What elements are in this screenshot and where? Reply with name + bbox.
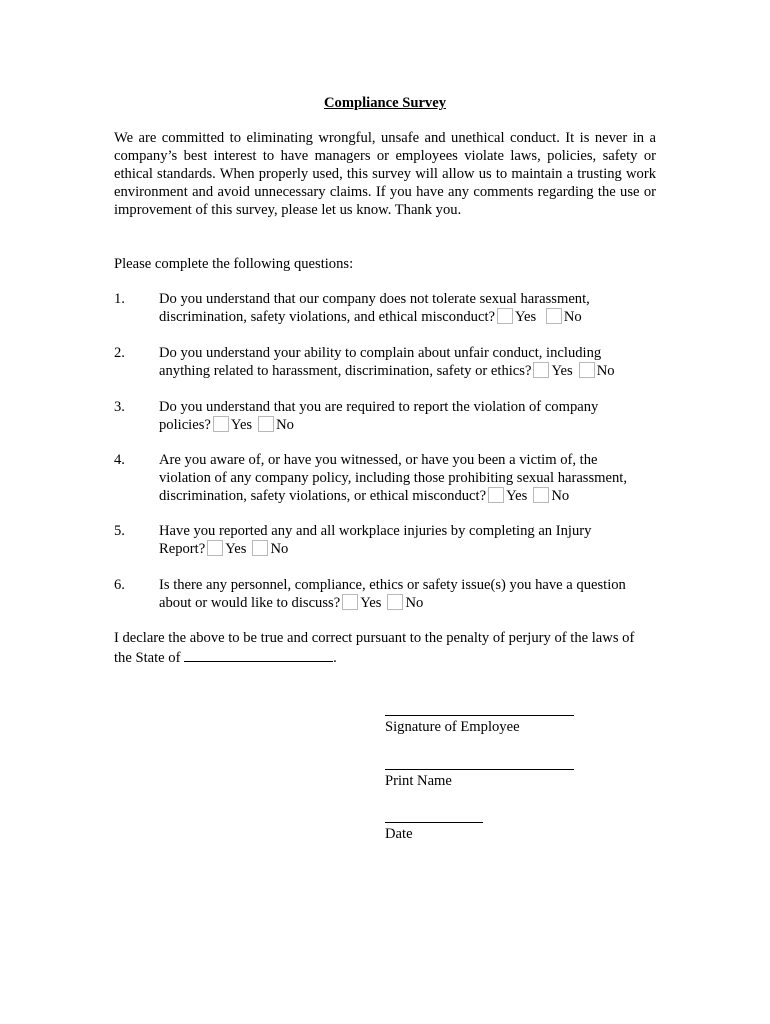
- no-checkbox[interactable]: [387, 594, 403, 610]
- signature-block-date: [385, 822, 483, 843]
- no-label: No: [270, 541, 289, 557]
- question-line: policies?: [159, 417, 211, 433]
- question-line: Report?: [159, 541, 206, 557]
- instructions: Please complete the following questions:: [114, 256, 354, 272]
- yes-checkbox[interactable]: [207, 540, 223, 556]
- no-label: No: [405, 595, 424, 611]
- yes-checkbox[interactable]: [213, 416, 229, 432]
- question-line: Are you aware of, or have you witnessed, or have you been a victim of, the: [159, 452, 598, 468]
- yes-label: Yes: [551, 363, 573, 379]
- question-line: Do you understand that our company does not tolerate sexual harassment,: [159, 291, 590, 307]
- page-title: Compliance Survey: [323, 95, 447, 111]
- no-checkbox[interactable]: [546, 308, 562, 324]
- yes-label: Yes: [225, 541, 247, 557]
- question-text: [159, 451, 669, 505]
- question-line: Do you understand that you are required to report the violation of company: [159, 399, 599, 415]
- yes-checkbox[interactable]: [342, 594, 358, 610]
- question-text: [159, 398, 669, 434]
- yes-checkbox[interactable]: [497, 308, 513, 324]
- signature-block-print-name: [385, 769, 574, 790]
- question-line: discrimination, safety violations, and ethical misconduct?: [159, 309, 495, 325]
- yes-label: Yes: [514, 309, 537, 325]
- question-line: violation of any company policy, including those prohibiting sexual harassment,: [159, 470, 627, 486]
- no-label: No: [596, 363, 615, 379]
- question-number: 5.: [114, 523, 125, 539]
- no-checkbox[interactable]: [252, 540, 268, 556]
- yes-checkbox[interactable]: [488, 487, 504, 503]
- declaration-line: I declare the above to be true and correct pursuant to the penalty of perjury of the laws of: [114, 630, 635, 646]
- signature-block-employee: [385, 715, 574, 736]
- yes-checkbox[interactable]: [533, 362, 549, 378]
- question-line: discrimination, safety violations, or ethical misconduct?: [159, 488, 487, 504]
- question-number: 2.: [114, 345, 125, 361]
- question-text: [159, 290, 669, 326]
- yes-label: Yes: [360, 595, 382, 611]
- no-checkbox[interactable]: [579, 362, 595, 378]
- question-line: Have you reported any and all workplace injuries by completing an Injury: [159, 523, 592, 539]
- no-checkbox[interactable]: [258, 416, 274, 432]
- yes-label: Yes: [506, 488, 528, 504]
- yes-label: Yes: [230, 417, 253, 433]
- print-name-label: Print Name: [385, 773, 452, 789]
- no-label: No: [551, 488, 570, 504]
- question-number: 3.: [114, 399, 125, 415]
- question-line: about or would like to discuss?: [159, 595, 341, 611]
- signature-label: Signature of Employee: [385, 719, 520, 735]
- question-text: [159, 522, 669, 558]
- state-blank[interactable]: [184, 647, 333, 662]
- question-number: 6.: [114, 577, 125, 593]
- question-line: Do you understand your ability to complain about unfair conduct, including: [159, 345, 602, 361]
- print-name-line[interactable]: [385, 769, 574, 770]
- date-line[interactable]: [385, 822, 483, 823]
- question-line: Is there any personnel, compliance, ethics or safety issue(s) you have a question: [159, 577, 626, 593]
- declaration-prefix: the State of: [114, 650, 181, 666]
- intro-paragraph: We are committed to eliminating wrongful, unsafe and unethical conduct. It is never in a company’s best interest to have managers or employees violate laws, policies, safety or ethical standards. When properly used, this survey will allow us to maintain a trusting work environment and avoid unnecessary claims. If you have any comments regarding the use or improvement of this survey, please let us know. Thank you.: [114, 130, 656, 218]
- question-text: [159, 344, 669, 380]
- question-line: anything related to harassment, discrimination, safety or ethics?: [159, 363, 532, 379]
- no-label: No: [563, 309, 582, 325]
- no-label: No: [276, 417, 294, 433]
- question-text: [159, 576, 669, 612]
- declaration: [114, 629, 659, 667]
- question-number: 1.: [114, 291, 125, 307]
- signature-line[interactable]: [385, 715, 574, 716]
- no-checkbox[interactable]: [533, 487, 549, 503]
- declaration-suffix: .: [333, 650, 337, 666]
- question-number: 4.: [114, 452, 125, 468]
- date-label: Date: [385, 826, 413, 842]
